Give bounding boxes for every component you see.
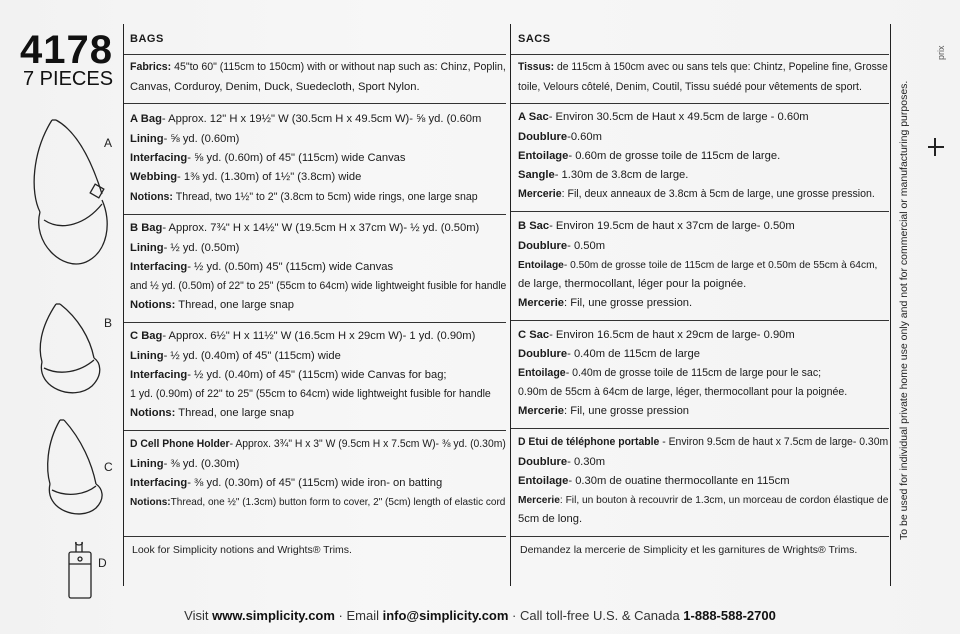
rule: [124, 430, 506, 431]
price-label: prix: [936, 45, 946, 60]
bag-a-illustration: [22, 112, 116, 282]
cut-mark: [928, 146, 944, 148]
c-bag-interfacing-2: 1 yd. (0.90m) of 22" to 25" (55cm to 64cm) wide lightweight fusible for handle: [130, 388, 491, 400]
figure-label-d: D: [98, 556, 107, 570]
c-sac-mercerie: Mercerie: Fil, une grosse pression: [518, 405, 690, 417]
a-sac-doublure: Doublure-0.60m: [518, 131, 602, 143]
rule: [511, 54, 889, 55]
fr-footnote: Demandez la mercerie de Simplicity et les garnitures de Wrights® Trims.: [520, 544, 858, 556]
d-holder-lining: Lining- ⅜ yd. (0.30m): [130, 458, 240, 470]
bags-heading: BAGS: [130, 33, 164, 45]
figure-label-c: C: [104, 460, 113, 474]
pieces-count: 7 PIECES: [23, 68, 114, 90]
c-sac-title: C Sac- Environ 16.5cm de haut x 29cm de large- 0.90m: [518, 329, 795, 341]
rule: [124, 54, 506, 55]
website-link[interactable]: www.simplicity.com: [212, 608, 335, 623]
fabrics-line-1: Fabrics: 45"to 60" (115cm to 150cm) with or without nap such as: Chinz, Poplin,: [130, 61, 506, 73]
a-bag-lining: Lining- ⅝ yd. (0.60m): [130, 133, 240, 145]
rule: [124, 322, 506, 323]
email-link[interactable]: info@simplicity.com: [382, 608, 509, 623]
d-holder-interfacing: Interfacing- ⅜ yd. (0.30m) of 45" (115cm) wide iron- on batting: [130, 477, 443, 489]
d-etui-mercerie-2: 5cm de long.: [518, 513, 583, 525]
a-bag-title: A Bag- Approx. 12" H x 19½" W (30.5cm H x 49.5cm W)- ⅝ yd. (0.60m: [130, 113, 482, 125]
rule: [124, 214, 506, 215]
c-bag-lining: Lining- ½ yd. (0.40m) of 45" (115cm) wide: [130, 350, 341, 362]
a-bag-interfacing: Interfacing- ⅝ yd. (0.60m) of 45" (115cm) wide Canvas: [130, 152, 406, 164]
d-etui-entoilage: Entoilage- 0.30m de ouatine thermocollante en 115cm: [518, 475, 790, 487]
b-sac-entoilage-2: de large, thermocollant, léger pour la poignée.: [518, 278, 747, 290]
rule: [511, 211, 889, 212]
a-bag-notions: Notions: Thread, two 1½" to 2" (3.8cm to 5cm) wide rings, one large snap: [130, 191, 478, 203]
d-etui-doublure: Doublure- 0.30m: [518, 456, 606, 468]
d-etui-title: D Etui de téléphone portable - Environ 9.5cm de haut x 7.5cm de large- 0.30m: [518, 436, 889, 448]
figure-label-a: A: [104, 136, 113, 150]
rule: [124, 536, 506, 537]
b-sac-title: B Sac- Environ 19.5cm de haut x 37cm de large- 0.50m: [518, 220, 795, 232]
rule: [511, 103, 889, 104]
c-sac-entoilage: Entoilage- 0.40m de grosse toile de 115cm de large pour le sac;: [518, 367, 822, 379]
rule: [511, 428, 889, 429]
column-divider-left: [123, 24, 124, 586]
b-sac-mercerie: Mercerie: Fil, une grosse pression.: [518, 297, 693, 309]
b-sac-doublure: Doublure- 0.50m: [518, 240, 606, 252]
cut-mark: [934, 138, 936, 156]
a-sac-entoilage: Entoilage- 0.60m de grosse toile de 115cm de large.: [518, 150, 781, 162]
column-divider-middle: [510, 24, 511, 586]
tissus-line-1: Tissus: de 115cm à 150cm avec ou sans tels que: Chintz, Popeline fine, Grosse: [518, 61, 888, 73]
sacs-heading: SACS: [518, 33, 551, 45]
a-sac-sangle: Sangle- 1.30m de 3.8cm de large.: [518, 169, 689, 181]
phone-holder-d-illustration: [66, 540, 96, 602]
b-bag-title: B Bag- Approx. 7¾" H x 14½" W (19.5cm H x 37cm W)- ½ yd. (0.50m): [130, 222, 480, 234]
b-sac-entoilage: Entoilage- 0.50m de grosse toile de 115cm de large et 0.50m de 55cm à 64cm,: [518, 260, 878, 271]
en-footnote: Look for Simplicity notions and Wrights® Trims.: [132, 544, 352, 556]
a-sac-title: A Sac- Environ 30.5cm de Haut x 49.5cm de large - 0.60m: [518, 111, 809, 123]
a-sac-mercerie: Mercerie: Fil, deux anneaux de 3.8cm à 5cm de large, une grosse pression.: [518, 188, 875, 200]
bag-c-illustration: [40, 414, 110, 524]
d-holder-notions: Notions:Thread, one ½" (1.3cm) button form to cover, 2" (5cm) length of elastic cord: [130, 497, 506, 508]
tissus-line-2: toile, Velours côtelé, Denim, Coutil, Tissu suédé pour vêtements de sport.: [518, 81, 862, 93]
c-bag-interfacing: Interfacing- ½ yd. (0.40m) of 45" (115cm) wide Canvas for bag;: [130, 369, 447, 381]
a-bag-webbing: Webbing- 1⅜ yd. (1.30m) of 1½" (3.8cm) wide: [130, 171, 362, 183]
pattern-number: 4178: [20, 28, 113, 72]
figure-label-b: B: [104, 316, 113, 330]
column-divider-right: [890, 24, 891, 586]
contact-line: Visit www.simplicity.com · Email info@simplicity.com · Call toll-free U.S. & Canada 1-888-588-2700: [184, 608, 776, 623]
b-bag-interfacing-2: and ½ yd. (0.50m) of 22" to 25" (55cm to 64cm) wide lightweight fusible for handle: [130, 280, 507, 292]
c-sac-doublure: Doublure- 0.40m de 115cm de large: [518, 348, 700, 360]
b-bag-interfacing: Interfacing- ½ yd. (0.50m) 45" (115cm) wide Canvas: [130, 261, 394, 273]
rule: [124, 103, 506, 104]
phone-number: 1-888-588-2700: [683, 608, 776, 623]
fabrics-line-2: Canvas, Corduroy, Denim, Duck, Suedecloth, Sport Nylon.: [130, 81, 420, 93]
c-sac-entoilage-2: 0.90m de 55cm à 64cm de large, léger, thermocollant pour la poignée.: [518, 386, 848, 398]
rule: [511, 536, 889, 537]
c-bag-notions: Notions: Thread, one large snap: [130, 407, 294, 419]
b-bag-lining: Lining- ½ yd. (0.50m): [130, 242, 240, 254]
bag-b-illustration: [34, 298, 104, 398]
usage-notice: To be used for individual private home use only and not for commercial or manufacturing purposes.: [898, 80, 910, 540]
rule: [511, 320, 889, 321]
b-bag-notions: Notions: Thread, one large snap: [130, 299, 294, 311]
d-etui-mercerie: Mercerie: Fil, un bouton à recouvrir de 1.3cm, un morceau de cordon élastique de: [518, 495, 889, 506]
d-holder-title: D Cell Phone Holder- Approx. 3¾" H x 3" W (9.5cm H x 7.5cm W)- ⅜ yd. (0.30m): [130, 438, 506, 450]
c-bag-title: C Bag- Approx. 6½" H x 11½" W (16.5cm H x 29cm W)- 1 yd. (0.90m): [130, 330, 476, 342]
